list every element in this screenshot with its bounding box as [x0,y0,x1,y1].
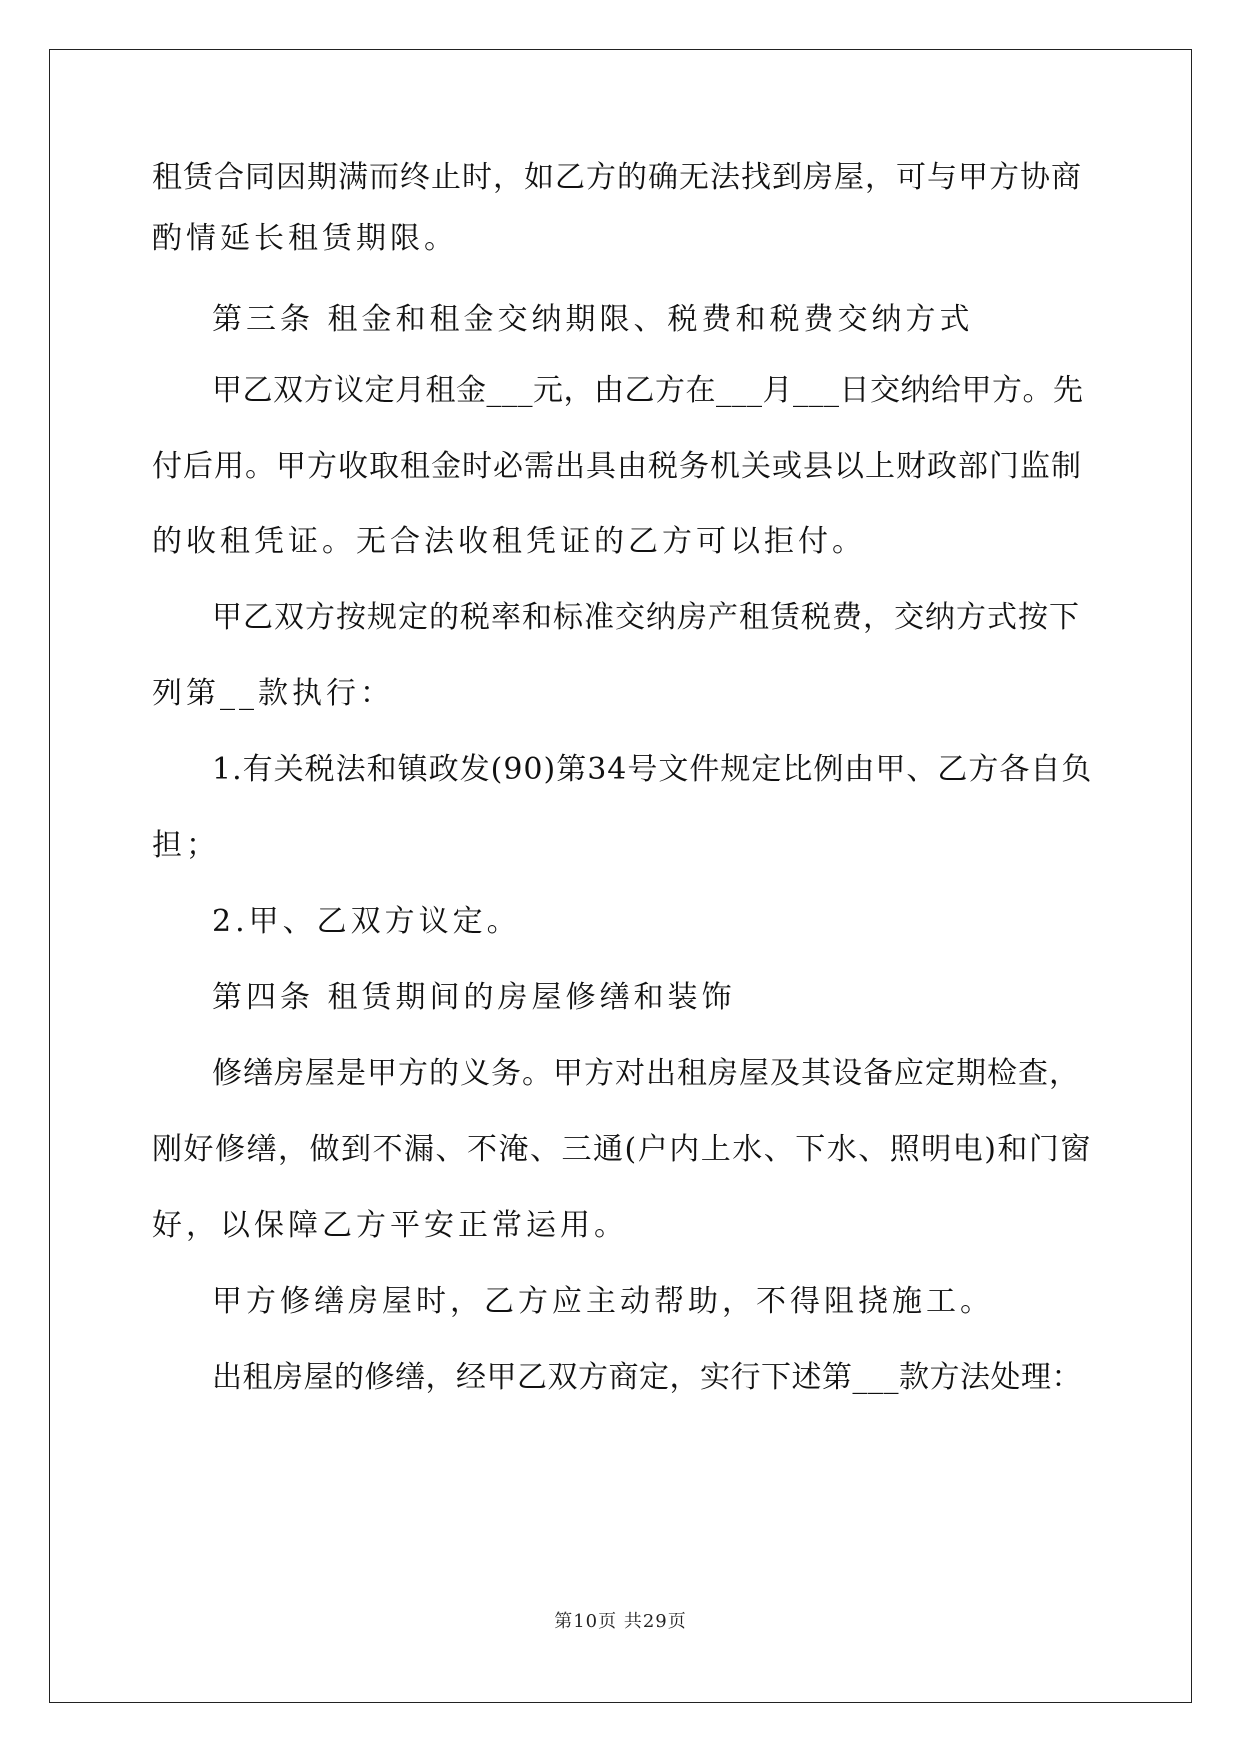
paragraph-line: 担； [152,828,220,863]
paragraph-line: 的收租凭证。无合法收租凭证的乙方可以拒付。 [152,524,866,559]
page-border [49,49,1192,1703]
paragraph-line: 租赁合同因期满而终止时，如乙方的确无法找到房屋，可与甲方协商 [152,160,1082,195]
article-heading-4: 第四条 租赁期间的房屋修缮和装饰 [212,980,736,1015]
paragraph-line: 好，以保障乙方平安正常运用。 [152,1208,628,1243]
paragraph-line: 出租房屋的修缮，经甲乙双方商定，实行下述第___款方法处理： [212,1360,1082,1395]
article-heading-3: 第三条 租金和租金交纳期限、税费和税费交纳方式 [212,302,974,337]
paragraph-line: 甲乙双方议定月租金___元，由乙方在___月___日交纳给甲方。先 [212,373,1084,408]
list-item-2: 2.甲、乙双方议定。 [212,904,521,939]
paragraph-line: 付后用。甲方收取租金时必需出具由税务机关或县以上财政部门监制 [152,449,1082,484]
paragraph-line: 酌情延长租赁期限。 [152,221,458,256]
paragraph-line: 甲方修缮房屋时，乙方应主动帮助，不得阻挠施工。 [212,1284,994,1319]
page-number: 第10页 共29页 [554,1611,687,1632]
paragraph-line: 刚好修缮，做到不漏、不淹、三通(户内上水、下水、照明电)和门窗 [152,1132,1092,1167]
paragraph-line: 甲乙双方按规定的税率和标准交纳房产租赁税费，交纳方式按下 [212,600,1080,635]
paragraph-line: 修缮房屋是甲方的义务。甲方对出租房屋及其设备应定期检查， [212,1056,1080,1091]
list-item-1: 1.有关税法和镇政发(90)第34号文件规定比例由甲、乙方各自负 [212,752,1093,787]
paragraph-line: 列第__款执行： [152,676,394,711]
